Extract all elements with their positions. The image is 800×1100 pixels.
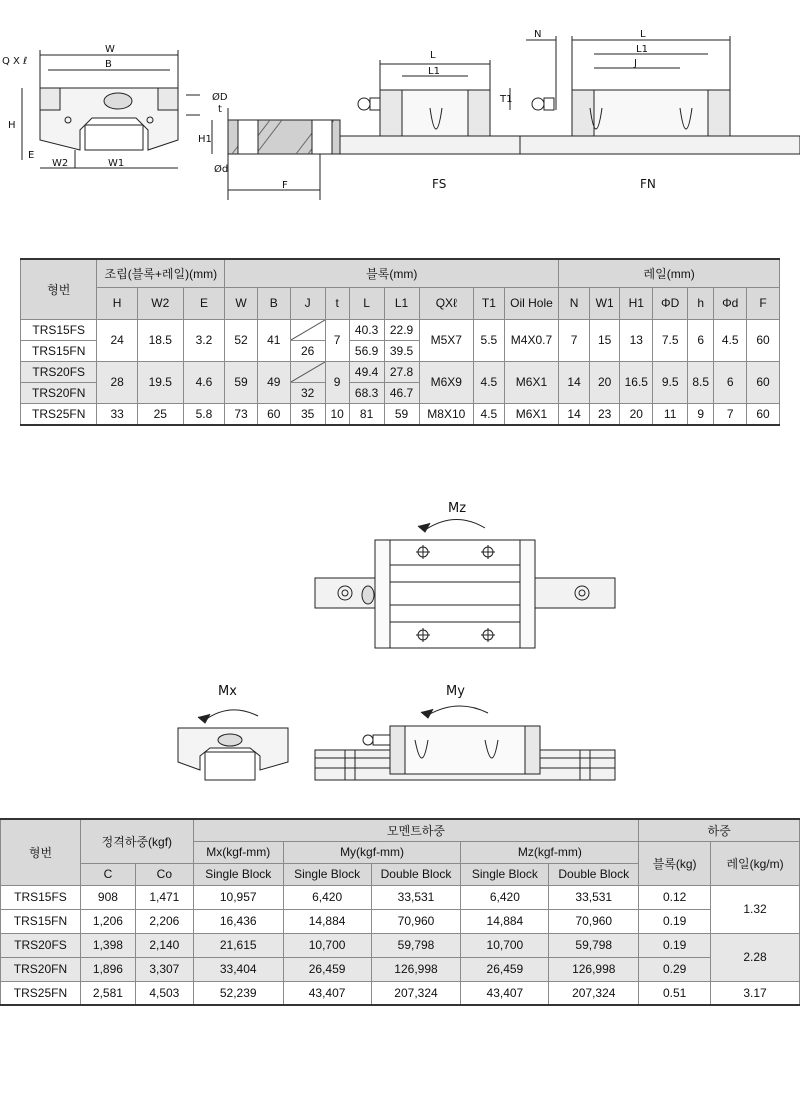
svg-text:T1: T1 (500, 94, 513, 105)
svg-text:Q X ℓ: Q X ℓ (2, 56, 28, 67)
model-cell: TRS25FN (1, 981, 81, 1005)
model-cell: TRS15FS (21, 319, 97, 340)
svg-text:L: L (640, 29, 646, 40)
header-col: B (257, 287, 290, 319)
svg-text:W1: W1 (108, 158, 125, 169)
header-col: H (97, 287, 137, 319)
model-cell: TRS20FS (21, 361, 97, 382)
table-row: TRS20FS 1,398 2,140 21,615 10,700 59,798 10,700 59,798 0.19 2.28 (1, 933, 800, 957)
svg-text:Ød: Ød (214, 164, 229, 175)
header-moment: 모멘트하중 (193, 819, 638, 841)
header-col: ΦD (653, 287, 688, 319)
header-col: J (290, 287, 325, 319)
svg-text:J: J (634, 58, 637, 69)
header-col: W (225, 287, 258, 319)
header-col: W2 (137, 287, 183, 319)
svg-text:L1: L1 (636, 44, 648, 55)
svg-text:L: L (430, 50, 436, 61)
header-col: L1 (384, 287, 419, 319)
header-block-kg: 블록(kg) (639, 841, 711, 885)
dimension-table (20, 258, 780, 426)
header-my: My(kgf-mm) (283, 841, 461, 863)
model-cell: TRS20FS (1, 933, 81, 957)
svg-text:Mx: Mx (218, 684, 237, 699)
svg-text:N: N (534, 29, 542, 40)
svg-text:W: W (105, 44, 115, 55)
header-assembly: 조립(블록+레일)(mm) (97, 259, 225, 287)
header-mx: Mx(kgf-mm) (193, 841, 283, 863)
svg-text:ØD: ØD (212, 92, 228, 103)
svg-text:L1: L1 (428, 66, 440, 77)
table-row: TRS25FN 2,581 4,503 52,239 43,407 207,324 43,407 207,324 0.51 3.17 (1, 981, 800, 1005)
svg-text:B: B (105, 59, 112, 70)
header-weight: 하중 (639, 819, 800, 841)
header-rail-kgm: 레일(kg/m) (711, 841, 800, 885)
table-row: TRS25FN 33 25 5.8 73 60 35 10 81 59 M8X10 4.5 M6X1 14 23 20 11 9 7 60 (21, 403, 780, 425)
svg-text:H1: H1 (198, 134, 212, 145)
moment-diagram-mx (170, 680, 300, 790)
moment-diagram-my (310, 680, 620, 790)
header-col: T1 (474, 287, 505, 319)
header-block: 블록(mm) (225, 259, 559, 287)
header-col: t (325, 287, 349, 319)
svg-text:W2: W2 (52, 158, 69, 169)
table-row: TRS20FN 1,896 3,307 33,404 26,459 126,998 26,459 126,998 0.29 (1, 957, 800, 981)
table-row: TRS15FS 24 18.5 3.2 52 41 7 40.3 22.9 M5X7 5.5 M4X0.7 7 15 13 7.5 6 4.5 60 (21, 319, 780, 340)
header-model: 형번 (1, 819, 81, 885)
header-col: L (349, 287, 384, 319)
table-row: TRS15FN 1,206 2,206 16,436 14,884 70,960 14,884 70,960 0.19 (1, 909, 800, 933)
svg-text:F: F (282, 180, 288, 191)
svg-text:t: t (218, 104, 222, 115)
table-row: TRS20FN 32 68.3 46.7 (21, 382, 780, 403)
header-col: E (183, 287, 224, 319)
table-row: TRS20FS 28 19.5 4.6 59 49 9 49.4 27.8 M6X9 4.5 M6X1 14 20 16.5 9.5 8.5 6 60 (21, 361, 780, 382)
svg-text:FN: FN (640, 177, 656, 191)
svg-text:FS: FS (432, 177, 447, 191)
svg-text:H: H (8, 120, 16, 131)
header-col: Φd (714, 287, 747, 319)
header-col: N (559, 287, 590, 319)
header-rated-load: 정격하중(kgf) (80, 819, 193, 863)
header-col: QXℓ (419, 287, 474, 319)
model-cell: TRS20FN (1, 957, 81, 981)
model-cell: TRS15FN (21, 340, 97, 361)
header-col: Oil Hole (504, 287, 559, 319)
header-col: F (747, 287, 780, 319)
table-row: TRS15FN 26 56.9 39.5 (21, 340, 780, 361)
model-cell: TRS15FS (1, 885, 81, 909)
model-cell: TRS15FN (1, 909, 81, 933)
empty-diagonal-cell (290, 319, 325, 340)
header-mz: Mz(kgf-mm) (461, 841, 639, 863)
svg-text:My: My (446, 684, 465, 699)
header-model: 형번 (21, 259, 97, 319)
header-rail: 레일(mm) (559, 259, 780, 287)
dimension-drawing (0, 0, 800, 230)
load-table: 형번 정격하중(kgf) 모멘트하중 하중 Mx(kgf-mm) My(kgf-mm) Mz(kgf-mm) 블록(kg) 레일(kg/m) C Co Single Block Single Block Double Block Single Block Double Block TRS15FS 908 1,471 10,957 6,420 33,531 6,420 33,531 0.12 1.32 TRS15FN 1,206 2,206 16,436 14,884 70,960 14,884 70,960 0.19 TRS20FS 1,398 2,140 21,615 10,700 59,798 10,700 59,798 0.19 2.28 TRS20FN 1,896 3,307 33,404 26,459 126,998 26,459 126,998 0.29 TRS25FN 2,581 4,503 52,239 43,407 207,324 43,407 207,324 0.51 3.17 (0, 818, 800, 1006)
header-col: W1 (589, 287, 620, 319)
table-row: TRS15FS 908 1,471 10,957 6,420 33,531 6,420 33,531 0.12 1.32 (1, 885, 800, 909)
moment-diagram-mz (300, 490, 630, 660)
model-cell: TRS25FN (21, 403, 97, 425)
svg-text:Mz: Mz (448, 501, 467, 516)
empty-diagonal-cell (290, 361, 325, 382)
header-col: H1 (620, 287, 653, 319)
model-cell: TRS20FN (21, 382, 97, 403)
svg-text:E: E (28, 150, 35, 161)
header-col: h (688, 287, 714, 319)
